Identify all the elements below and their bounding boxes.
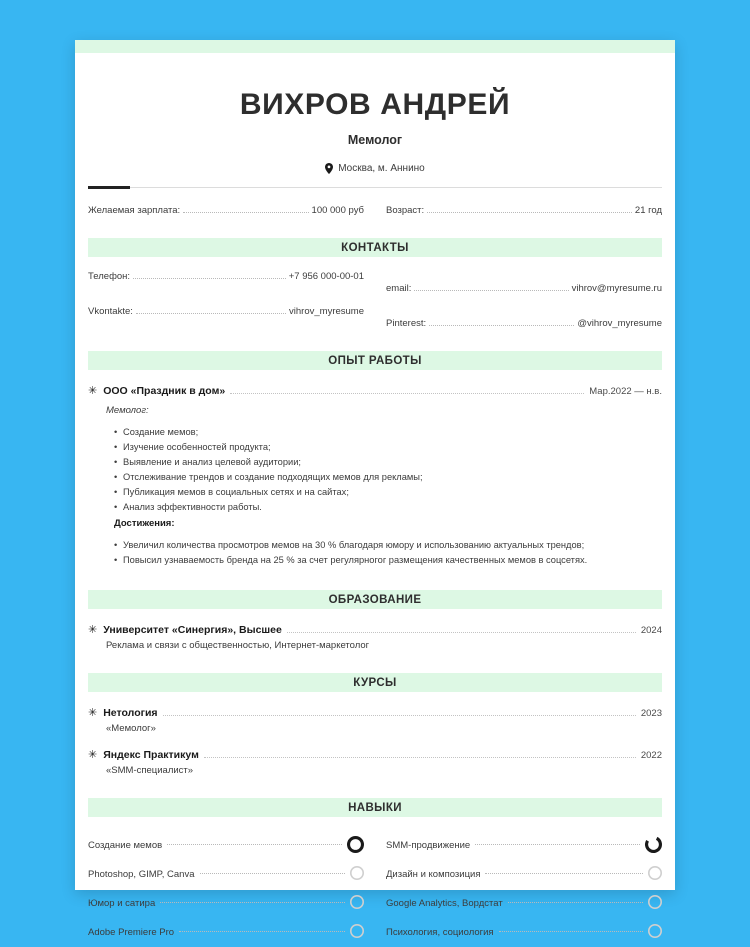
skill-level-ring xyxy=(350,895,364,912)
skill-row xyxy=(386,918,662,947)
dotted-leader xyxy=(183,212,308,213)
contact-label: Pinterest: xyxy=(386,318,427,329)
location-line xyxy=(88,163,662,174)
skills-column-left xyxy=(88,831,364,947)
skill-label: Дизайн и композиция xyxy=(386,869,481,881)
dotted-leader xyxy=(499,931,643,932)
skill-row xyxy=(88,889,364,918)
list-item: • Отслеживание трендов и создание подходящих мемов для рекламы; xyxy=(114,470,662,485)
contact-email xyxy=(386,283,662,294)
skill-row xyxy=(88,918,364,947)
list-item: • Анализ эффективности работы. xyxy=(114,500,662,515)
list-item: • Изучение особенностей продукта; xyxy=(114,440,662,455)
dotted-leader xyxy=(163,715,636,716)
salary-value: 100 000 руб xyxy=(311,205,364,216)
list-item: • Создание мемов; xyxy=(114,425,662,440)
dotted-leader xyxy=(414,290,568,291)
contact-vkontakte xyxy=(88,306,364,329)
skill-row xyxy=(88,860,364,889)
education-date: 2024 xyxy=(640,625,662,637)
skill-label: Психология, социология xyxy=(386,927,494,939)
asterisk-icon: ✳ xyxy=(88,707,98,720)
header-divider xyxy=(88,186,662,189)
dotted-leader xyxy=(133,278,286,279)
course-program: «SMM-специалист» xyxy=(106,765,194,777)
section-title-contacts: КОНТАКТЫ xyxy=(88,238,662,257)
page-title: ВИХРОВ АНДРЕЙ xyxy=(239,88,511,121)
course-date: 2022 xyxy=(640,750,662,762)
course-name: Яндекс Практикум xyxy=(103,749,199,762)
dotted-leader xyxy=(287,632,636,633)
dotted-leader xyxy=(160,902,345,903)
skill-level-ring xyxy=(350,924,364,941)
asterisk-icon: ✳ xyxy=(88,749,98,762)
resume-page xyxy=(75,40,675,939)
skill-level-ring xyxy=(350,866,364,883)
course-program: «Мемолог» xyxy=(106,723,156,735)
contact-phone xyxy=(88,271,364,294)
list-item: • Увеличил количества просмотров мемов на 30 % благодаря юмору и использованию актуальных трендов; xyxy=(114,538,662,553)
skill-row xyxy=(386,889,662,918)
dotted-leader xyxy=(179,931,345,932)
section-title-education: ОБРАЗОВАНИЕ xyxy=(88,590,662,609)
salary-label: Желаемая зарплата: xyxy=(88,205,181,216)
skill-level-ring xyxy=(347,836,364,856)
dotted-leader xyxy=(427,212,632,213)
contact-value: vihrov_myresume xyxy=(289,306,364,317)
skill-label: Photoshop, GIMP, Canva xyxy=(88,869,195,881)
contact-value: @vihrov_myresume xyxy=(577,318,662,329)
skill-label: Adobe Premiere Pro xyxy=(88,927,175,939)
contact-value: +7 956 000-00-01 xyxy=(288,271,364,282)
dotted-leader xyxy=(508,902,643,903)
contact-pinterest xyxy=(386,318,662,329)
contact-label: Vkontakte: xyxy=(88,306,133,317)
skill-label: Создание мемов xyxy=(88,840,163,852)
location-text: Москва, м. Аннино xyxy=(338,163,425,174)
divider-accent xyxy=(88,186,130,189)
section-title-courses: КУРСЫ xyxy=(88,673,662,692)
list-item: • Повысил узнаваемость бренда на 25 % за счет регулярногог размещения качественных мемов в соцсетях. xyxy=(114,553,662,568)
list-item: • Публикация мемов в социальных сетях и на сайтах; xyxy=(114,485,662,500)
course-entry xyxy=(88,749,662,776)
experience-entry xyxy=(88,385,662,568)
skill-row xyxy=(386,860,662,889)
dotted-leader xyxy=(475,844,640,845)
section-title-experience: ОПЫТ РАБОТЫ xyxy=(88,351,662,370)
skill-level-ring xyxy=(648,895,662,912)
skill-label: SMM-продвижение xyxy=(386,840,471,852)
age-row xyxy=(386,205,662,216)
salary-row xyxy=(88,205,364,216)
dotted-leader xyxy=(230,393,584,394)
experience-achievements xyxy=(88,538,662,568)
contact-label: Телефон: xyxy=(88,271,131,282)
skill-level-ring xyxy=(645,836,662,856)
age-value: 21 год xyxy=(634,205,662,216)
skill-label: Юмор и сатира xyxy=(88,898,156,910)
list-item: • Выявление и анализ целевой аудитории; xyxy=(114,455,662,470)
contact-value: vihrov@myresume.ru xyxy=(571,283,662,294)
skill-label: Google Analytics, Вордстат xyxy=(386,898,503,910)
dotted-leader xyxy=(429,325,574,326)
age-label: Возраст: xyxy=(386,205,425,216)
experience-duties xyxy=(88,425,662,515)
dotted-leader xyxy=(136,313,286,314)
contact-label: email: xyxy=(386,283,412,294)
dotted-leader xyxy=(485,873,643,874)
divider-line xyxy=(88,187,662,188)
skill-level-ring xyxy=(648,866,662,883)
skills-section xyxy=(88,831,662,947)
meta-row xyxy=(88,205,662,216)
experience-company: ООО «Праздник в дом» xyxy=(103,385,226,397)
education-entry xyxy=(88,624,662,651)
skill-level-ring xyxy=(648,924,662,941)
education-institution: Университет «Синергия», Высшее xyxy=(103,624,282,637)
education-details: Реклама и связи с общественностью, Интернет-маркетолог xyxy=(106,640,370,652)
map-pin-icon xyxy=(325,163,333,174)
achievements-label: Достижения: xyxy=(114,518,175,530)
dotted-leader xyxy=(167,844,342,845)
asterisk-icon: ✳ xyxy=(88,624,98,637)
dotted-leader xyxy=(200,873,346,874)
asterisk-icon: ✳ xyxy=(88,385,98,397)
section-title-skills: НАВЫКИ xyxy=(88,798,662,817)
experience-position: Мемолог: xyxy=(106,405,149,416)
skills-column-right xyxy=(386,831,662,947)
top-accent-band xyxy=(75,40,675,53)
course-name: Нетология xyxy=(103,707,158,720)
skill-row xyxy=(386,831,662,860)
skill-row xyxy=(88,831,364,860)
job-role: Мемолог xyxy=(347,133,403,147)
course-entry xyxy=(88,707,662,734)
contacts-section xyxy=(88,271,662,329)
experience-date: Мар.2022 — н.в. xyxy=(589,386,662,397)
course-date: 2023 xyxy=(640,708,662,720)
dotted-leader xyxy=(204,757,636,758)
